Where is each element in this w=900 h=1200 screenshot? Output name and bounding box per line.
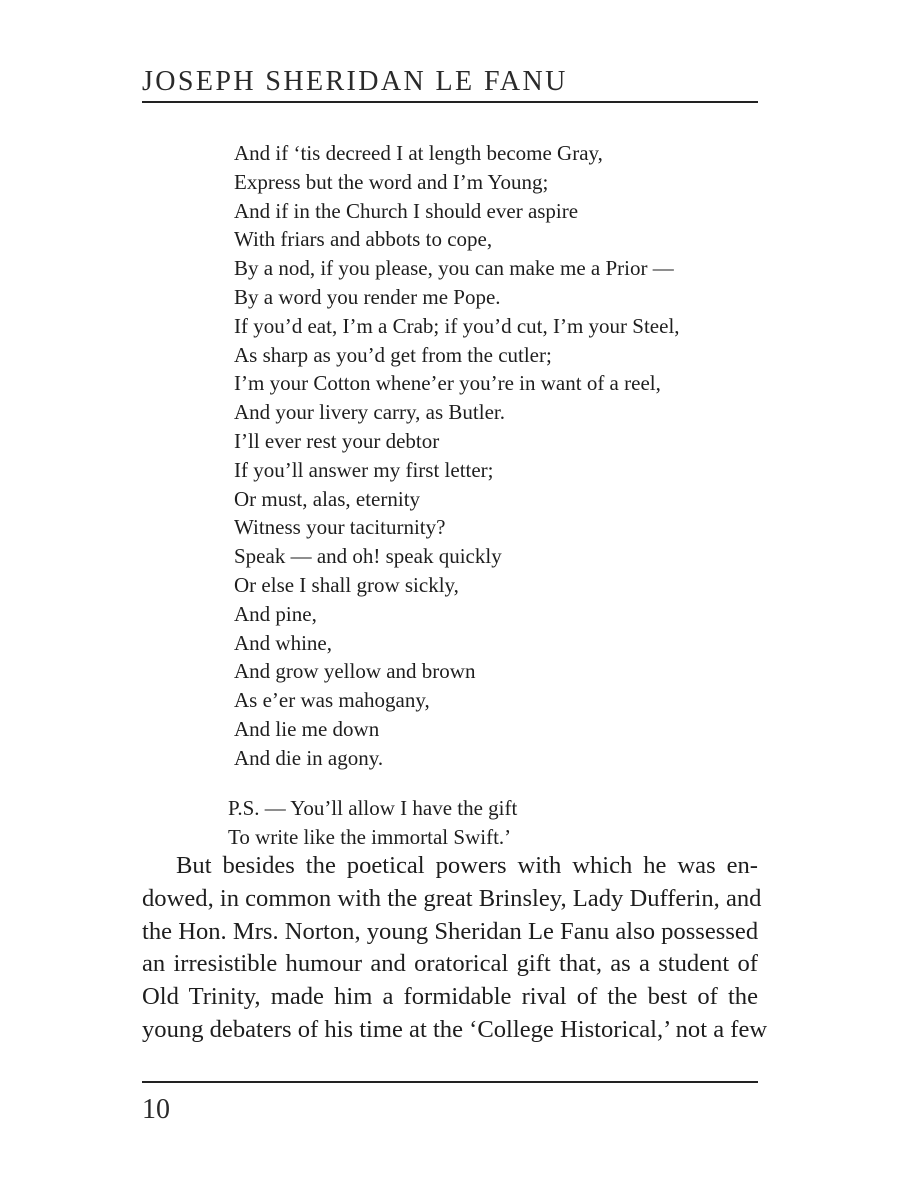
postscript-line: To write like the immortal Swift.’ <box>228 824 512 849</box>
poem-line: Or must, alas, eternity <box>234 486 421 511</box>
prose-line: young debaters of his time at the ‘College Historical,’ not a few <box>142 1015 768 1043</box>
postscript-block <box>228 794 517 852</box>
running-head: JOSEPH SHERIDAN LE FANU <box>142 66 568 97</box>
prose-line: dowed, in common with the great Brinsley, Lady Dufferin, and <box>142 884 762 912</box>
poem-line: And if in the Church I should ever aspire <box>234 198 579 223</box>
poem-line: By a word you render me Pope. <box>234 284 501 309</box>
poem-line: And whine, <box>234 630 332 655</box>
poem-line: And die in agony. <box>234 745 384 770</box>
poem-line: And if ‘tis decreed I at length become Gray, <box>234 141 603 165</box>
prose-line: Old Trinity, made him a formidable rival of the best of the <box>142 983 758 1011</box>
postscript-line: P.S. — You’ll allow I have the gift <box>228 796 518 820</box>
poem-line: With friars and abbots to cope, <box>234 227 493 252</box>
poem-line: I’m your Cotton whene’er you’re in want of a reel, <box>234 371 661 396</box>
prose-line: an irresistible humour and oratorical gift that, as a student of <box>142 950 758 978</box>
poem-line: Express but the word and I’m Young; <box>234 169 549 194</box>
prose-line: But besides the poetical powers with which he was en- <box>176 852 758 879</box>
poem-block <box>234 139 680 773</box>
header-rule <box>142 101 758 103</box>
poem-line: Witness your taciturnity? <box>234 515 446 540</box>
poem-line: And lie me down <box>234 716 380 741</box>
poem-line: As sharp as you’d get from the cutler; <box>234 342 552 367</box>
poem-line: And your livery carry, as Butler. <box>234 400 505 425</box>
poem-line: As e’er was mahogany, <box>234 688 430 713</box>
poem-line: Speak — and oh! speak quickly <box>234 544 502 569</box>
poem-line: And grow yellow and brown <box>234 659 476 684</box>
poem-line: By a nod, if you please, you can make me a Prior — <box>234 256 674 281</box>
poem-line: If you’d eat, I’m a Crab; if you’d cut, I’m your Steel, <box>234 313 680 338</box>
poem-line: If you’ll answer my first letter; <box>234 457 494 482</box>
poem-line: I’ll ever rest your debtor <box>234 428 440 453</box>
prose-paragraph <box>142 850 768 1047</box>
poem-line: And pine, <box>234 601 317 626</box>
footer-rule <box>142 1081 758 1083</box>
page-number: 10 <box>142 1094 170 1125</box>
prose-line: the Hon. Mrs. Norton, young Sheridan Le Fanu also possessed <box>142 917 759 945</box>
poem-line: Or else I shall grow sickly, <box>234 572 459 597</box>
